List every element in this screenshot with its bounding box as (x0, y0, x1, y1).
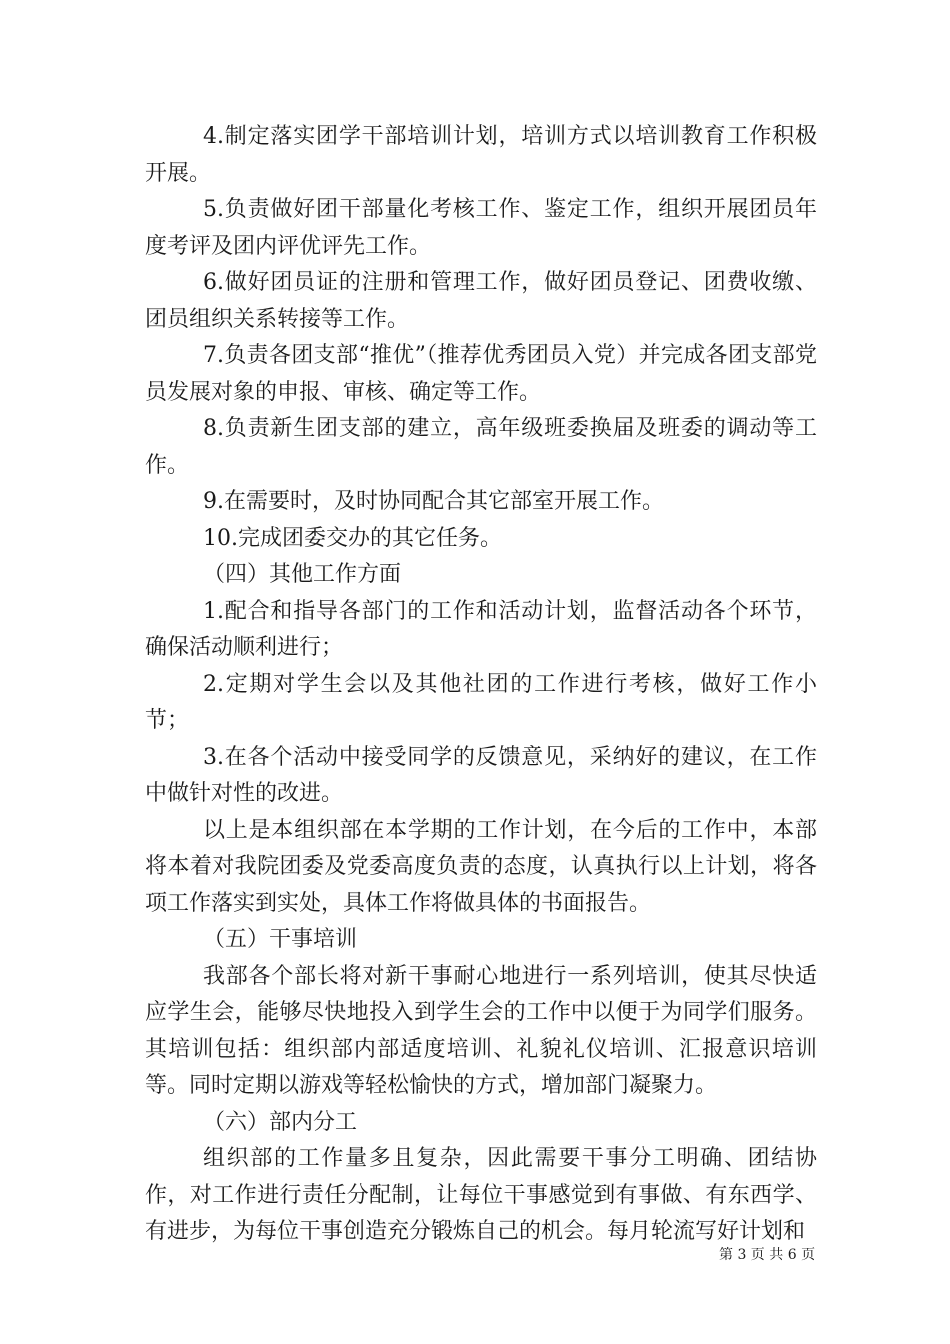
page-number: 第 3 页 共 6 页 (719, 1247, 816, 1263)
paragraph-item-7: 7.负责各团支部“推优”（推荐优秀团员入党）并完成各团支部党员发展对象的申报、审核、确定等工作。 (145, 343, 817, 405)
paragraph-item-10: 10.完成团委交办的其它任务。 (203, 525, 502, 551)
section-heading-other-work: （四）其他工作方面 (203, 562, 402, 587)
paragraph-staff-training: 我部各个部长将对新干事耐心地进行一系列培训，使其尽快适应学生会，能够尽快地投入到学生会的工作中以便于为同学们服务。其培训包括：组织部内部适度培训、礼貌礼仪培训、汇报意识培训等。同时定期以游戏等轻松愉快的方式，增加部门凝聚力。 (145, 963, 817, 1098)
paragraph-item-9: 9.在需要时，及时协同配合其它部室开展工作。 (203, 489, 664, 514)
section-heading-staff-training: （五）干事培训 (203, 927, 358, 952)
document-body (145, 119, 817, 1251)
paragraph-division-of-labor: 组织部的工作量多且复杂，因此需要干事分工明确、团结协作，对工作进行责任分配制，让每位干事感觉到有事做、有东西学、有进步，为每位干事创造充分锻炼自己的机会。每月轮流写好计划和 (145, 1146, 817, 1244)
paragraph-item-5: 5.负责做好团干部量化考核工作、鉴定工作，组织开展团员年度考评及团内评优评先工作。 (145, 197, 817, 259)
paragraph-item-8: 8.负责新生团支部的建立，高年级班委换届及班委的调动等工作。 (145, 416, 817, 478)
section-heading-division-of-labor: （六）部内分工 (203, 1109, 358, 1135)
paragraph-other-3: 3.在各个活动中接受同学的反馈意见，采纳好的建议，在工作中做针对性的改进。 (145, 744, 817, 806)
paragraph-summary: 以上是本组织部在本学期的工作计划，在今后的工作中，本部将本着对我院团委及党委高度负责的态度，认真执行以上计划，将各项工作落实到实处，具体工作将做具体的书面报告。 (145, 817, 817, 916)
paragraph-other-1: 1.配合和指导各部门的工作和活动计划，监督活动各个环节，确保活动顺利进行； (145, 598, 817, 660)
paragraph-other-2: 2.定期对学生会以及其他社团的工作进行考核，做好工作小节； (145, 671, 817, 733)
paragraph-item-6: 6.做好团员证的注册和管理工作，做好团员登记、团费收缴、团员组织关系转接等工作。 (145, 270, 817, 332)
paragraph-item-4: 4.制定落实团学干部培训计划，培训方式以培训教育工作积极开展。 (145, 124, 817, 186)
